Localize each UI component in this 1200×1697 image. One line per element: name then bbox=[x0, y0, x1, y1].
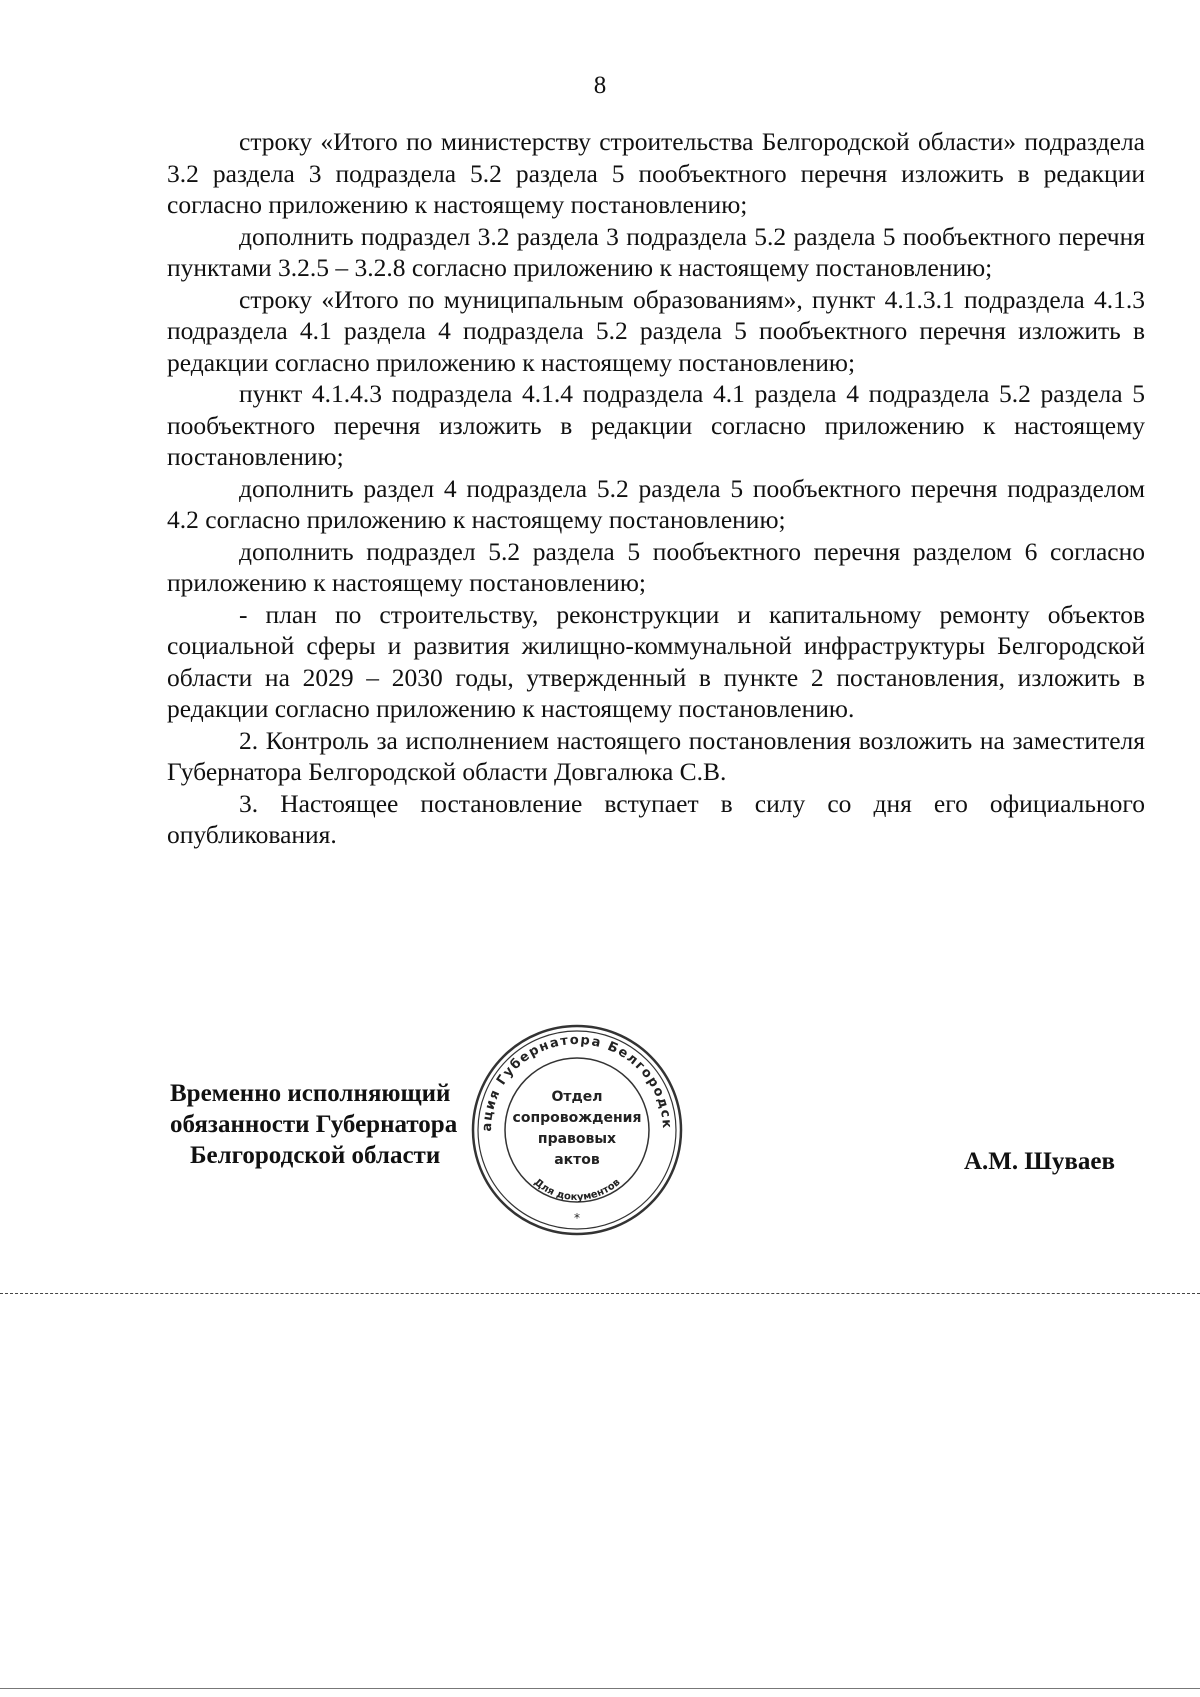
seal-center-line: актов bbox=[554, 1152, 600, 1168]
document-body bbox=[167, 126, 1145, 851]
paragraph: дополнить подраздел 3.2 раздела 3 подраздела 5.2 раздела 5 пообъектного перечня пунктами 3.2.5 – 3.2.8 согласно приложению к настоящему постановлению; bbox=[167, 221, 1145, 282]
page-bottom-line bbox=[0, 1688, 1200, 1689]
signatory-position bbox=[170, 1078, 480, 1171]
svg-text:Для документов bbox=[532, 1177, 623, 1203]
paragraph: 2. Контроль за исполнением настоящего постановления возложить на заместителя Губернатора Белгородской области Довгалюка С.В. bbox=[167, 725, 1145, 786]
official-seal-stamp bbox=[465, 1018, 690, 1243]
position-line: Временно исполняющий bbox=[170, 1080, 451, 1107]
seal-star: * bbox=[574, 1211, 580, 1225]
paragraph: 3. Настоящее постановление вступает в силу со дня его официального опубликования. bbox=[167, 788, 1145, 849]
seal-outer-text: ация Губернатора Белгородск bbox=[479, 1032, 675, 1132]
paragraph: пункт 4.1.4.3 подраздела 4.1.4 подраздела 4.1 раздела 4 подраздела 5.2 раздела 5 пообъектного перечня изложить в редакции согласно приложению к настоящему постановлению; bbox=[167, 379, 1145, 471]
signer-name: А.М. Шуваев bbox=[964, 1148, 1115, 1175]
paragraph: строку «Итого по муниципальным образованиям», пункт 4.1.3.1 подраздела 4.1.3 подраздела 4.1 раздела 4 подраздела 5.2 раздела 5 пообъектного перечня изложить в редакции согласно приложению к настоящему постановлению; bbox=[167, 284, 1145, 377]
paragraph: строку «Итого по министерству строительства Белгородской области» подраздела 3.2 раздела 3 подраздела 5.2 раздела 5 пообъектного перечня изложить в редакции согласно приложению к настоящему постановлению; bbox=[167, 127, 1145, 219]
paragraph: дополнить подраздел 5.2 раздела 5 пообъектного перечня разделом 6 согласно приложению к настоящему постановлению; bbox=[167, 536, 1145, 597]
position-line: Белгородской области bbox=[190, 1142, 441, 1169]
page-number: 8 bbox=[593, 72, 607, 99]
seal-center-line: правовых bbox=[537, 1131, 617, 1147]
position-line: обязанности Губернатора bbox=[170, 1111, 458, 1138]
seal-center-line: сопровождения bbox=[512, 1110, 642, 1126]
seal-bottom-text: Для документов bbox=[531, 1176, 623, 1204]
seal-center-line: Отдел bbox=[551, 1089, 603, 1105]
paragraph: - план по строительству, реконструкции и капитальному ремонту объектов социальной сферы и развития жилищно-коммунальной инфраструктуры Белгородской области на 2029 – 2030 годы, утвержденный в пункте 2 постановления, изложить в редакции согласно приложению к настоящему постановлению. bbox=[167, 599, 1145, 723]
paragraph: дополнить раздел 4 подраздела 5.2 раздела 5 пообъектного перечня подразделом 4.2 согласно приложению к настоящему постановлению; bbox=[167, 473, 1145, 534]
separator-line bbox=[0, 1293, 1200, 1294]
